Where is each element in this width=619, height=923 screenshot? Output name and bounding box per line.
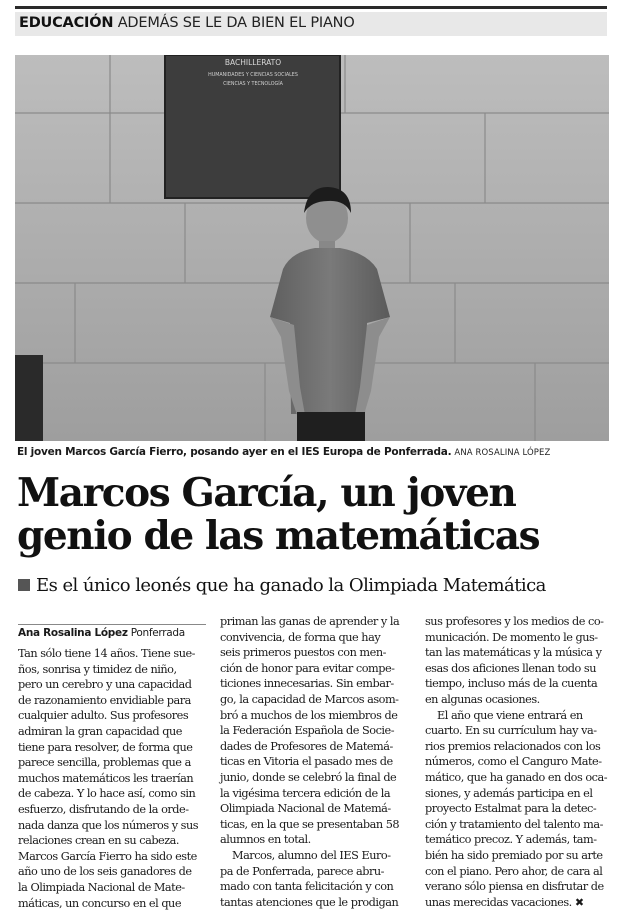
article-line: Tan sólo tiene 14 años. Tiene sue- bbox=[18, 647, 195, 660]
headline-line-1: Marcos García, un joven bbox=[17, 470, 516, 516]
article-line: Olimpiada Nacional de Matemá- bbox=[220, 802, 391, 816]
article-line: convivencia, de forma que hay bbox=[220, 630, 381, 644]
subheadline-text: Es el único leonés que ha ganado la Olimpiada Matemática bbox=[36, 575, 546, 596]
article-line: dades de Profesores de Matemá- bbox=[220, 739, 393, 753]
article-line: go, la capacidad de Marcos asom- bbox=[220, 692, 399, 706]
article-line: mado con tanta felicitación y con bbox=[220, 880, 394, 894]
bullet-square-icon bbox=[18, 579, 30, 591]
article-line: máticas, un concurso en el que bbox=[18, 896, 182, 910]
article-line: bién ha sido premiado por su arte bbox=[425, 848, 603, 862]
article-line: tantas atenciones que le prodigan bbox=[220, 895, 399, 909]
article-line: junio, donde se celebró la final de bbox=[220, 770, 397, 784]
sign-title: BACHILLERATO bbox=[224, 58, 282, 67]
end-of-article-icon: ✖ bbox=[574, 895, 584, 909]
article-line: nada danza que los números y sus bbox=[18, 818, 199, 832]
article-line: municación. De momento le gus- bbox=[425, 630, 598, 644]
article-line: relaciones crean en su cabeza. bbox=[18, 834, 180, 848]
article-line bbox=[425, 895, 615, 911]
byline-author: Ana Rosalina López bbox=[18, 627, 128, 639]
article-line: de cabeza. Y lo hace así, como sin bbox=[18, 787, 196, 801]
top-rule bbox=[15, 6, 607, 9]
section-kicker: ADEMÁS SE LE DA BIEN EL PIANO bbox=[117, 15, 355, 31]
article-line: ticas, en la que se presentaban 58 bbox=[220, 817, 400, 831]
article-line: parece sencilla, problemas que a bbox=[18, 756, 191, 770]
article-line: Marcos García Fierro ha sido este bbox=[18, 849, 197, 863]
headline-line-2: genio de las matemáticas bbox=[17, 513, 540, 559]
article-line: priman las ganas de aprender y la bbox=[220, 615, 400, 628]
article-line: rios premios relacionados con los bbox=[425, 739, 601, 753]
section-label: EDUCACIÓN bbox=[19, 15, 114, 31]
article-photo bbox=[15, 55, 609, 441]
article-line: tan las matemáticas y la música y bbox=[425, 646, 602, 660]
article-line: números, como el Canguro Mate- bbox=[425, 755, 602, 769]
article-line: pero un cerebro y una capacidad bbox=[18, 678, 192, 692]
article-line: muchos matemáticos les traerían bbox=[18, 771, 194, 785]
article-line: sus profesores y los medios de co- bbox=[425, 615, 604, 628]
article-line: alumnos en total. bbox=[220, 833, 311, 847]
article-line: la vigésima tercera edición de la bbox=[220, 786, 391, 800]
article-line: cualquier adulto. Sus profesores bbox=[18, 709, 189, 723]
byline bbox=[18, 624, 206, 639]
photo-credit: ANA ROSALINA LÓPEZ bbox=[454, 448, 551, 458]
article-line: verano sólo piensa en disfrutar de bbox=[425, 880, 604, 894]
byline-place: Ponferrada bbox=[130, 627, 185, 639]
article-line: año uno de los seis ganadores de bbox=[18, 865, 192, 879]
article-line: de razonamiento envidiable para bbox=[18, 693, 191, 707]
article-line: siones, y además participa en el bbox=[425, 786, 593, 800]
left-doorframe bbox=[15, 355, 43, 441]
article-line-text: unas merecidas vacaciones. bbox=[425, 895, 572, 909]
photo-illustration bbox=[15, 55, 609, 441]
article-line: esfuerzo, disfrutando de la orde- bbox=[18, 802, 189, 816]
section-label-row bbox=[19, 15, 355, 31]
article-line: ños, sonrisa y timidez de niño, bbox=[18, 662, 177, 676]
article-line: pa de Ponferrada, parece abru- bbox=[220, 864, 384, 878]
article-line: tiene para resolver, de forma que bbox=[18, 740, 193, 754]
section-header bbox=[15, 12, 607, 36]
article-line: cuarto. En su currículum hay va- bbox=[425, 724, 597, 738]
article-line: esas dos aficiones llenan todo su bbox=[425, 661, 596, 675]
sign-line-1: HUMANIDADES Y CIENCIAS SOCIALES bbox=[208, 73, 298, 78]
article-line: admiran la gran capacidad que bbox=[18, 724, 182, 738]
article-line: temático precoz. Y además, tam- bbox=[425, 833, 597, 847]
photo-caption bbox=[17, 446, 611, 458]
article-line: seis primeros puestos con men- bbox=[220, 646, 386, 660]
article-line: bró a muchos de los miembros de bbox=[220, 708, 398, 722]
article-column-1 bbox=[18, 646, 208, 911]
article-line: ción de honor para evitar compe- bbox=[220, 661, 395, 675]
article-line: ticas en Vitoria el pasado mes de bbox=[220, 755, 393, 769]
article-line: El año que viene entrará en bbox=[437, 708, 583, 722]
article-line: la Olimpiada Nacional de Mate- bbox=[18, 880, 185, 894]
sign-line-2: CIENCIAS Y TECNOLOGÍA bbox=[223, 82, 283, 87]
article-column-2 bbox=[220, 614, 412, 910]
article-line: mático, que ha ganado en dos oca- bbox=[425, 770, 608, 784]
caption-text: El joven Marcos García Fierro, posando ayer en el IES Europa de Ponferrada. bbox=[17, 446, 452, 458]
article-column-3 bbox=[425, 614, 615, 910]
article-line: ción y tratamiento del talento ma- bbox=[425, 817, 603, 831]
article-line: tiempo, incluso más de la cuenta bbox=[425, 677, 598, 691]
article-line: la Federación Española de Socie- bbox=[220, 724, 395, 738]
subheadline bbox=[18, 575, 613, 596]
article-line: proyecto Estalmat para la detec- bbox=[425, 802, 597, 816]
headline bbox=[17, 472, 612, 558]
article-line: en algunas ocasiones. bbox=[425, 692, 540, 706]
article-line: Marcos, alumno del IES Euro- bbox=[232, 848, 391, 862]
article-line: ticiones innecesarias. Sin embar- bbox=[220, 677, 394, 691]
article-line: con el piano. Pero ahor, de cara al bbox=[425, 864, 603, 878]
